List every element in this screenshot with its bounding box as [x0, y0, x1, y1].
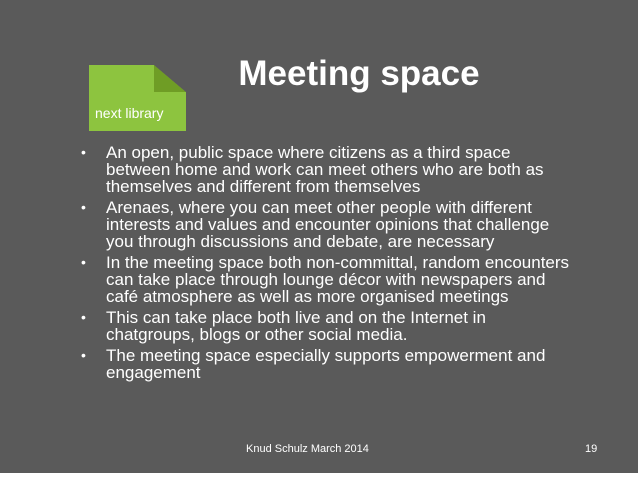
bullet-item [81, 347, 638, 381]
footer-author-date: Knud Schulz March 2014 [246, 443, 369, 455]
slide-title: Meeting space [238, 54, 480, 93]
bullet-marker: • [81, 144, 86, 160]
bullet-line: can take place through lounge décor with newspapers and [106, 270, 546, 289]
bullet-item [81, 199, 638, 250]
bullet-marker: • [81, 347, 86, 363]
bullet-marker: • [81, 199, 86, 215]
bullet-line: This can take place both live and on the Internet in [106, 308, 486, 327]
bullet-line: interests and values and encounter opinions that challenge [106, 215, 550, 234]
bullet-marker: • [81, 309, 86, 325]
bullet-line: between home and work can meet others who are both as [106, 160, 544, 179]
bullet-item [81, 254, 638, 305]
bullet-line: engagement [106, 363, 201, 382]
bullet-line: In the meeting space both non-committal, random encounters [106, 253, 570, 272]
next-library-logo [89, 65, 186, 131]
bullet-line: café atmosphere as well as more organised meetings [106, 287, 509, 306]
bullet-line: chatgroups, blogs or other social media. [106, 325, 408, 344]
bullet-item [81, 309, 638, 343]
bullet-line: Arenaes, where you can meet other people with different [106, 198, 532, 217]
bullet-line: you through discussions and debate, are necessary [106, 232, 495, 251]
bullet-marker: • [81, 254, 86, 270]
bullet-line: An open, public space where citizens as a third space [106, 143, 511, 162]
bullet-list [81, 144, 638, 385]
bullet-item [81, 144, 638, 195]
bottom-border [0, 473, 638, 479]
page-number: 19 [585, 443, 598, 455]
bullet-line: The meeting space especially supports empowerment and [106, 346, 546, 365]
bullet-line: themselves and different from themselves [106, 177, 421, 196]
folded-paper-icon [89, 65, 186, 131]
logo-text: next library [95, 105, 164, 121]
